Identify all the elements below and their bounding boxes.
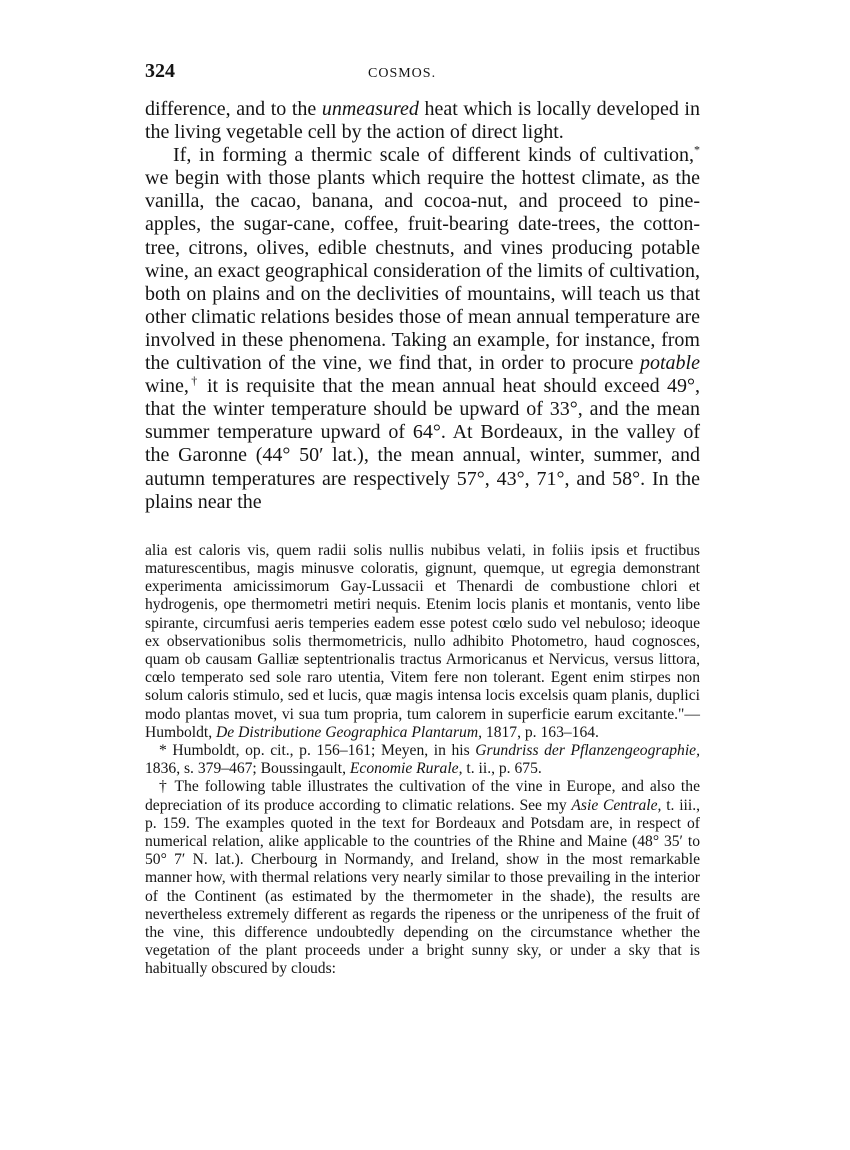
emphasis: Grundriss der Pflanzengeographie,: [475, 741, 700, 759]
text-run: * Humboldt, op. cit., p. 156–161; Meyen, in his: [159, 741, 476, 759]
emphasis: Economie Rurale,: [349, 760, 463, 778]
footnote-continued: [145, 542, 700, 742]
footnote-star: [145, 742, 700, 778]
text-run: heat which is locally developed in the living vegetable cell by the action of direct light.: [145, 98, 700, 144]
book-page: [145, 60, 700, 979]
running-head: [145, 60, 700, 90]
emphasis: Asie Centrale,: [571, 796, 662, 814]
running-title: COSMOS.: [368, 66, 437, 81]
text-run: If, in forming a thermic scale of different kinds of cultivation,: [173, 144, 694, 167]
emphasis: unmeasured: [321, 98, 419, 120]
text-run: difference, and to the: [145, 98, 322, 120]
main-text: [145, 98, 700, 514]
text-run: 1836, s. 379–467; Boussingault,: [145, 760, 350, 778]
page-number: 324: [145, 60, 175, 82]
text-run: we begin with those plants which require the hottest climate, as the vanilla, the cacao, banana, and cocoa-nut, and proceed to pine-apples, the sugar-cane, coffee, fruit-bearing date-trees, the cotton-tree, citrons, olives, edible chestnuts, and vines producing potable wine, an exact geographical consideration of the limits of cultivation, both on plains and on the declivities of mountains, will teach us that other climatic relations besides those of mean annual temperature are involved in these phenomena. Taking an example, for instance, from the cultivation of the vine, we find that, in order to procure: [145, 167, 700, 375]
footnote-dagger: [145, 778, 700, 978]
text-run: it is requisite that the mean annual heat should exceed 49°, that the winter temperature should be upward of 33°, and the mean summer temperature upward of 64°. At Bordeaux, in the valley of the Garonne (44° 50′ lat.), the mean annual, winter, summer, and autumn temperatures are respectively 57°, 43°, 71°, and 58°. In the plains near the: [145, 375, 701, 513]
text-run: † The following table illustrates the cultivation of the vine in Europe, and also the depreciation of its produce according to climatic relations. See my: [145, 778, 700, 814]
footnote-ref-dagger: †: [188, 373, 200, 388]
text-run: alia est caloris vis, quem radii solis nullis nubibus velati, in foliis ipsis et fructibus maturescentibus, magis minusve coloratis, gignunt, quemque, ut egregia demonstrant experimenta amicissimorum Gay-Lussacii et Thenardi de combustione chlori et hydrogenis, ope thermometri metiri nequis. Etenim locis planis et montanis, vento libe spirante, circumfusi aeris temperies eadem esse potest cœlo sudo vel nebuloso; ideoque ex observationibus solis thermometricis, nullo adhibito Photometro, haud cognosces, quam ob causam Galliæ septentrionalis tractus Armoricanus et Nervicus, versus littora, cœlo temperato sed sole raro utentia, Vitem fere non tolerant. Egent enim stirpes non solum caloris stimulo, sed et lucis, quæ magis intensa locis excelsis quam planis, duplici modo plantas movet, vi sua tum propria, tum calorem in superficie earum excitante."—Humboldt,: [145, 541, 700, 741]
text-run: t. ii., p. 675.: [462, 760, 542, 778]
footnotes: [145, 542, 700, 979]
emphasis: potable: [640, 352, 700, 375]
text-run: 1817, p. 163–164.: [482, 723, 599, 741]
paragraph-1: [145, 98, 700, 144]
text-run: wine,: [145, 375, 189, 398]
paragraph-2: [145, 144, 700, 514]
footnote-ref-star: *: [694, 142, 700, 157]
emphasis: De Distributione Geographica Plantarum,: [216, 723, 482, 741]
text-run: t. iii., p. 159. The examples quoted in the text for Bordeaux and Potsdam are, in respect of numerical relation, alike applicable to the countries of the Rhine and Maine (48° 35′ to 50° 7′ N. lat.). Cherbourg in Normandy, and Ireland, show in the most remarkable manner how, with thermal relations very nearly similar to those prevailing in the interior of the Continent (as estimated by the thermometer in the shade), the results are nevertheless extremely different as regards the ripeness or the unripeness of the fruit of the vine, this difference undoubtedly depending on the circumstance whether the vegetation of the plant proceeds under a bright sunny sky, or under a sky that is habitually obscured by clouds:: [145, 796, 700, 978]
